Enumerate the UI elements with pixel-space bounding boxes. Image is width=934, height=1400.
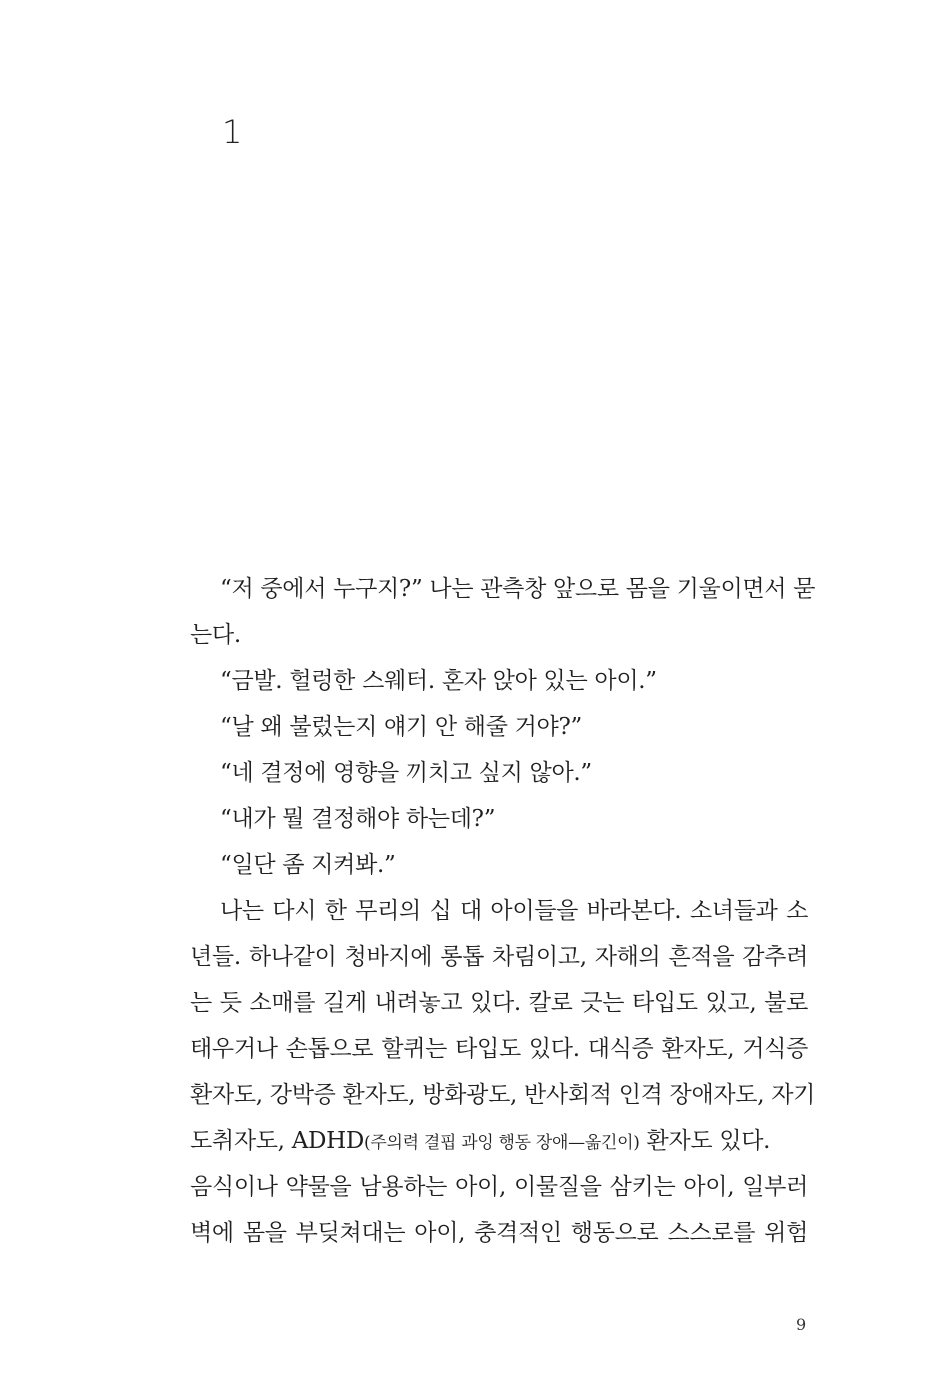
text-line xyxy=(190,1118,808,1164)
text-line: 는 듯 소매를 길게 내려놓고 있다. 칼로 긋는 타입도 있고, 불로 xyxy=(190,990,808,1016)
chapter-number: 1 xyxy=(222,113,243,151)
translator-note: (주의력 결핍 과잉 행동 장애—옮긴이) xyxy=(364,1133,640,1153)
text-line: 는다. xyxy=(190,622,241,648)
text-line: 년들. 하나같이 청바지에 롱톱 차림이고, 자해의 흔적을 감추려 xyxy=(190,944,808,970)
text-segment: 도취자도, ADHD xyxy=(190,1128,365,1154)
dialogue-line: “금발. 헐렁한 스웨터. 혼자 앉아 있는 아이.” xyxy=(220,668,657,694)
page-number: 9 xyxy=(796,1315,807,1334)
dialogue-line: “일단 좀 지켜봐.” xyxy=(220,852,396,878)
text-line: 벽에 몸을 부딪쳐대는 아이, 충격적인 행동으로 스스로를 위험 xyxy=(190,1220,808,1246)
text-line: “저 중에서 누구지?” 나는 관측창 앞으로 몸을 기울이면서 묻 xyxy=(220,576,816,602)
dialogue-line: “내가 뭘 결정해야 하는데?” xyxy=(220,806,496,832)
text-line: 태우거나 손톱으로 할퀴는 타입도 있다. 대식증 환자도, 거식증 xyxy=(190,1036,808,1062)
text-line: 환자도, 강박증 환자도, 방화광도, 반사회적 인격 장애자도, 자기 xyxy=(190,1082,816,1108)
dialogue-line: “네 결정에 영향을 끼치고 싶지 않아.” xyxy=(220,760,592,786)
text-line: 음식이나 약물을 남용하는 아이, 이물질을 삼키는 아이, 일부러 xyxy=(190,1174,808,1200)
text-line: 나는 다시 한 무리의 십 대 아이들을 바라본다. 소녀들과 소 xyxy=(220,898,808,924)
dialogue-line: “날 왜 불렀는지 얘기 안 해줄 거야?” xyxy=(220,714,582,740)
body-text xyxy=(190,566,816,1256)
text-segment: 환자도 있다. xyxy=(639,1128,771,1154)
